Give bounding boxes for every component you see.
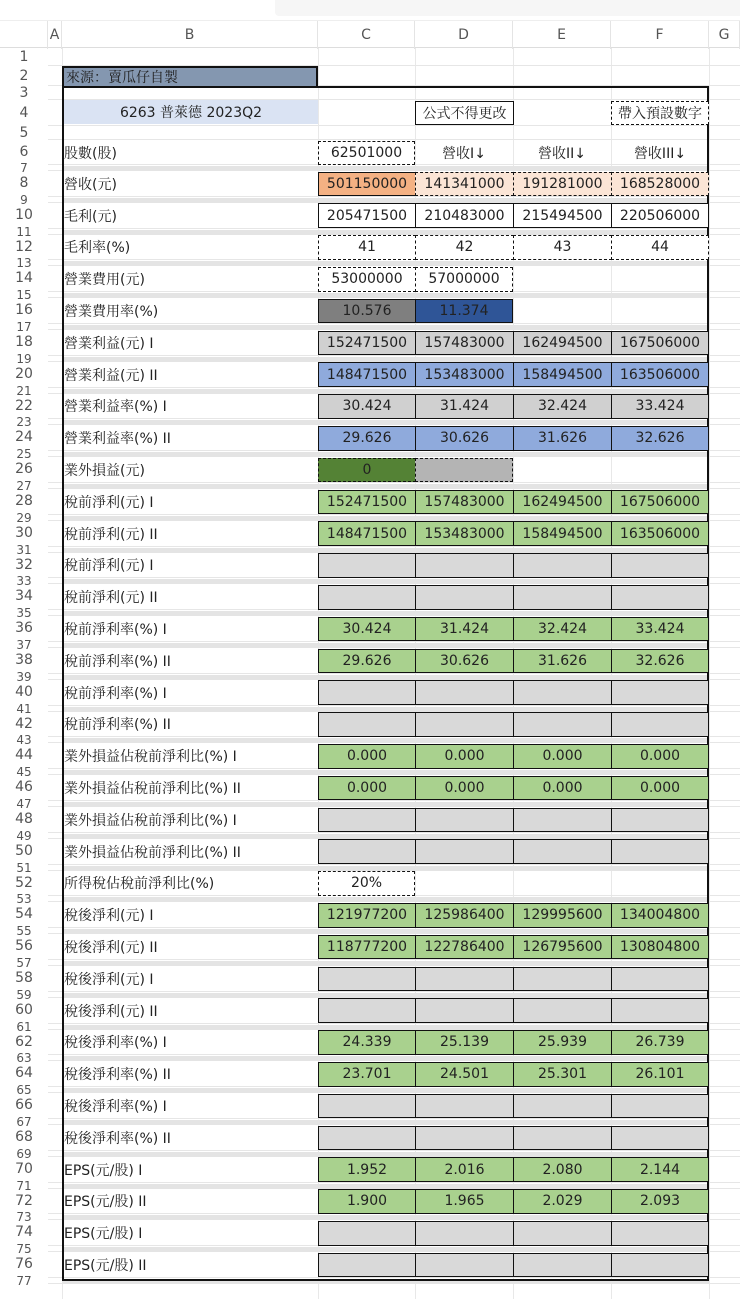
value-cell[interactable]: 10.576 xyxy=(318,299,416,324)
row-number[interactable]: 24 xyxy=(15,429,33,446)
value-cell[interactable]: 152471500 xyxy=(318,490,416,515)
value-cell[interactable]: 43 xyxy=(513,235,612,260)
row-label: 稅前淨利(元) II xyxy=(64,590,158,607)
row-number[interactable]: 20 xyxy=(15,365,33,382)
row-label: EPS(元/股) I xyxy=(64,1162,143,1179)
row-number[interactable]: 55 xyxy=(16,924,32,939)
value-cell[interactable]: 33.424 xyxy=(611,394,709,419)
value-cell[interactable]: 32.626 xyxy=(611,649,709,674)
column-header-b[interactable]: B xyxy=(62,21,318,49)
row-label: 稅前淨利(元) I xyxy=(64,494,154,511)
column-header-a[interactable]: A xyxy=(48,21,62,49)
row-number[interactable]: 28 xyxy=(15,493,33,509)
row-number[interactable]: 53 xyxy=(16,892,32,907)
value-cell[interactable]: 23.701 xyxy=(318,1062,416,1087)
row-number[interactable]: 22 xyxy=(15,397,33,414)
row-number[interactable]: 61 xyxy=(16,1019,32,1034)
value-cell[interactable]: 31.626 xyxy=(513,426,612,451)
row-number[interactable]: 12 xyxy=(15,238,33,255)
value-cell[interactable]: 220506000 xyxy=(611,203,709,228)
value-cell[interactable] xyxy=(318,553,416,578)
value-cell[interactable]: 126795600 xyxy=(513,935,612,960)
row-label: 營業利益(元) II xyxy=(64,367,158,384)
row-label: 毛利率(%) xyxy=(64,240,131,257)
column-header-d[interactable]: D xyxy=(415,21,513,49)
row-number[interactable]: 41 xyxy=(16,701,32,716)
row-label: 營業利益(元) I xyxy=(64,335,154,352)
row-number[interactable]: 66 xyxy=(15,1097,33,1114)
row-number[interactable]: 35 xyxy=(16,606,32,621)
value-cell[interactable]: 25.139 xyxy=(415,1030,514,1055)
note-formula-locked: 公式不得更改 xyxy=(415,101,514,125)
row-number[interactable]: 32 xyxy=(15,556,33,573)
row-number[interactable]: 42 xyxy=(15,715,33,732)
value-cell[interactable]: 25.939 xyxy=(513,1030,612,1055)
row-label: 稅後淨利率(%) II xyxy=(64,1067,171,1084)
row-number[interactable]: 7 xyxy=(20,161,28,175)
row-label: EPS(元/股) II xyxy=(64,1258,147,1275)
value-cell[interactable] xyxy=(415,680,514,705)
value-cell[interactable]: 1.900 xyxy=(318,1189,416,1214)
value-cell[interactable]: 0.000 xyxy=(318,776,416,801)
revenue-scenario-header: 營收II↓ xyxy=(538,145,586,162)
revenue-scenario-header: 營收III↓ xyxy=(633,145,687,162)
value-cell[interactable] xyxy=(611,1221,709,1246)
row-number[interactable]: 13 xyxy=(16,256,32,271)
value-cell[interactable]: 0.000 xyxy=(415,776,514,801)
value-cell[interactable]: 125986400 xyxy=(415,903,514,928)
value-cell[interactable]: 0.000 xyxy=(611,776,709,801)
value-cell[interactable]: 0.000 xyxy=(318,744,416,769)
value-cell[interactable] xyxy=(611,680,709,705)
row-label: 毛利(元) xyxy=(64,208,117,225)
row-label: 業外損益(元) xyxy=(64,463,145,480)
revenue-scenario-header: 營收I↓ xyxy=(442,145,486,162)
value-cell[interactable]: 30.424 xyxy=(318,617,416,642)
row-number[interactable]: 15 xyxy=(16,288,32,303)
value-cell[interactable] xyxy=(513,839,612,864)
row-label: 稅前淨利率(%) I xyxy=(64,685,167,702)
row-number[interactable]: 19 xyxy=(16,351,32,366)
value-cell[interactable]: 129995600 xyxy=(513,903,612,928)
value-cell[interactable]: 26.101 xyxy=(611,1062,709,1087)
value-cell[interactable] xyxy=(415,1094,514,1119)
value-cell[interactable]: 0.000 xyxy=(513,776,612,801)
value-cell[interactable]: 158494500 xyxy=(513,362,612,387)
value-cell[interactable]: 1.952 xyxy=(318,1157,416,1182)
row-number[interactable]: 43 xyxy=(16,733,32,748)
value-cell[interactable]: 501150000 xyxy=(318,172,416,197)
row-number[interactable]: 34 xyxy=(15,588,33,605)
value-cell[interactable]: 33.424 xyxy=(611,617,709,642)
row-label: 股數(股) xyxy=(64,145,117,162)
row-number[interactable]: 8 xyxy=(19,175,29,191)
value-cell[interactable]: 162494500 xyxy=(513,490,612,515)
row-number[interactable]: 40 xyxy=(15,683,33,700)
value-cell[interactable] xyxy=(513,1094,612,1119)
value-cell[interactable]: 29.626 xyxy=(318,426,416,451)
top-bar xyxy=(0,0,740,20)
row-number[interactable]: 59 xyxy=(16,987,32,1002)
value-cell[interactable]: 152471500 xyxy=(318,331,416,356)
value-cell[interactable]: 205471500 xyxy=(318,203,416,228)
source-label: 來源：賣瓜仔自製 xyxy=(62,66,318,88)
value-cell[interactable]: 31.626 xyxy=(513,649,612,674)
value-cell[interactable] xyxy=(415,808,514,833)
row-number[interactable]: 16 xyxy=(15,302,33,319)
value-cell[interactable] xyxy=(318,1094,416,1119)
row-number[interactable]: 14 xyxy=(15,270,33,287)
row-number[interactable]: 62 xyxy=(15,1033,33,1050)
row-number[interactable]: 36 xyxy=(15,620,33,637)
row-number[interactable]: 38 xyxy=(15,652,33,668)
value-cell[interactable] xyxy=(318,839,416,864)
row-number[interactable]: 76 xyxy=(15,1256,33,1273)
row-number[interactable]: 25 xyxy=(16,447,32,462)
value-cell[interactable] xyxy=(513,1253,612,1278)
value-cell[interactable]: 62501000 xyxy=(318,141,415,165)
row-number[interactable]: 11 xyxy=(16,224,32,239)
value-cell[interactable]: 157483000 xyxy=(415,331,514,356)
value-cell[interactable]: 29.626 xyxy=(318,649,416,674)
row-number[interactable]: 29 xyxy=(16,510,32,525)
row-number[interactable]: 48 xyxy=(15,811,33,827)
row-label: EPS(元/股) II xyxy=(64,1194,147,1211)
value-cell[interactable]: 163506000 xyxy=(611,521,709,546)
value-cell[interactable]: 2.144 xyxy=(611,1157,709,1182)
row-number[interactable]: 26 xyxy=(15,461,33,478)
row-number[interactable]: 65 xyxy=(16,1083,32,1098)
row-label: 稅後淨利(元) II xyxy=(64,1003,158,1020)
value-cell[interactable]: 0 xyxy=(318,458,416,483)
value-cell[interactable]: 42 xyxy=(415,235,514,260)
value-cell[interactable] xyxy=(415,1253,514,1278)
value-cell[interactable] xyxy=(318,998,416,1023)
value-cell[interactable]: 57000000 xyxy=(415,267,513,292)
value-cell[interactable] xyxy=(318,712,416,737)
row-number[interactable]: 52 xyxy=(15,874,33,891)
note-default-values: 帶入預設數字 xyxy=(611,101,709,125)
value-cell[interactable] xyxy=(513,967,612,992)
row-number[interactable]: 50 xyxy=(15,842,33,859)
row-number[interactable]: 5 xyxy=(19,125,29,141)
value-cell[interactable] xyxy=(611,585,709,610)
value-cell[interactable] xyxy=(415,458,513,483)
value-cell[interactable] xyxy=(415,712,514,737)
value-cell[interactable] xyxy=(415,553,514,578)
value-cell[interactable]: 30.626 xyxy=(415,426,514,451)
value-cell[interactable]: 210483000 xyxy=(415,203,514,228)
row-number[interactable]: 30 xyxy=(15,524,33,541)
value-cell[interactable] xyxy=(513,680,612,705)
value-cell[interactable]: 162494500 xyxy=(513,331,612,356)
row-label: 稅後淨利(元) II xyxy=(64,940,158,957)
value-cell[interactable]: 2.080 xyxy=(513,1157,612,1182)
value-cell[interactable]: 130804800 xyxy=(611,935,709,960)
row-number[interactable]: 23 xyxy=(16,415,32,430)
value-cell[interactable]: 24.501 xyxy=(415,1062,514,1087)
row-number[interactable]: 47 xyxy=(16,797,32,811)
value-cell[interactable] xyxy=(415,998,514,1023)
value-cell[interactable] xyxy=(611,1126,709,1151)
row-number[interactable]: 31 xyxy=(16,542,32,557)
row-number[interactable]: 1 xyxy=(19,49,29,65)
row-label: 稅前淨利率(%) II xyxy=(64,653,171,670)
row-number[interactable]: 21 xyxy=(16,383,32,398)
value-cell[interactable] xyxy=(513,808,612,833)
row-number[interactable]: 4 xyxy=(19,105,29,121)
row-label: 營業利益率(%) I xyxy=(64,399,167,416)
row-label: 業外損益佔稅前淨利比(%) II xyxy=(64,781,241,798)
value-cell[interactable]: 158494500 xyxy=(513,521,612,546)
row-number[interactable]: 56 xyxy=(15,938,33,955)
row-label: 業外損益佔稅前淨利比(%) I xyxy=(64,749,237,766)
row-number[interactable]: 39 xyxy=(16,669,32,684)
value-cell[interactable] xyxy=(611,1253,709,1278)
row-number[interactable]: 68 xyxy=(15,1129,33,1145)
value-cell[interactable]: 148471500 xyxy=(318,521,416,546)
value-cell[interactable] xyxy=(318,585,416,610)
value-cell[interactable]: 11.374 xyxy=(415,299,513,324)
value-cell[interactable]: 30.424 xyxy=(318,394,416,419)
row-number[interactable]: 33 xyxy=(16,574,32,589)
value-cell[interactable]: 148471500 xyxy=(318,362,416,387)
value-cell[interactable] xyxy=(611,1094,709,1119)
value-cell[interactable] xyxy=(611,967,709,992)
value-cell[interactable]: 157483000 xyxy=(415,490,514,515)
value-cell[interactable]: 168528000 xyxy=(611,172,709,197)
value-cell[interactable] xyxy=(415,967,514,992)
column-header-c[interactable]: C xyxy=(318,21,415,49)
row-number[interactable]: 73 xyxy=(16,1210,32,1225)
value-cell[interactable]: 30.626 xyxy=(415,649,514,674)
value-cell[interactable]: 167506000 xyxy=(611,331,709,356)
row-number[interactable]: 49 xyxy=(16,828,32,843)
value-cell[interactable]: 141341000 xyxy=(415,172,514,197)
value-cell[interactable] xyxy=(513,1221,612,1246)
value-cell[interactable]: 53000000 xyxy=(318,267,416,292)
value-cell[interactable]: 41 xyxy=(318,235,416,260)
row-number[interactable]: 17 xyxy=(16,320,32,334)
value-cell[interactable]: 0.000 xyxy=(611,744,709,769)
row-label: 稅後淨利率(%) I xyxy=(64,1099,167,1116)
row-number[interactable]: 37 xyxy=(16,638,32,652)
value-cell[interactable]: 122786400 xyxy=(415,935,514,960)
row-number[interactable]: 71 xyxy=(16,1178,32,1193)
row-number[interactable]: 75 xyxy=(16,1242,32,1257)
value-cell[interactable] xyxy=(513,585,612,610)
column-header-g[interactable]: G xyxy=(709,21,740,49)
value-cell[interactable]: 24.339 xyxy=(318,1030,416,1055)
value-cell[interactable] xyxy=(318,1126,416,1151)
value-cell[interactable] xyxy=(513,553,612,578)
row-number[interactable]: 58 xyxy=(15,970,33,986)
row-label: 稅後淨利率(%) II xyxy=(64,1130,171,1147)
value-cell[interactable] xyxy=(513,1126,612,1151)
value-cell[interactable]: 121977200 xyxy=(318,903,416,928)
row-number[interactable]: 64 xyxy=(15,1065,33,1082)
value-cell[interactable]: 32.424 xyxy=(513,394,612,419)
value-cell[interactable] xyxy=(611,553,709,578)
value-cell[interactable] xyxy=(318,1221,416,1246)
row-number[interactable]: 44 xyxy=(15,747,33,764)
column-header-bar xyxy=(0,20,740,48)
value-cell[interactable]: 31.424 xyxy=(415,617,514,642)
value-cell[interactable] xyxy=(318,680,416,705)
row-number[interactable]: 74 xyxy=(15,1224,33,1241)
row-number[interactable]: 63 xyxy=(16,1051,32,1066)
value-cell[interactable]: 25.301 xyxy=(513,1062,612,1087)
row-label: 稅後淨利率(%) I xyxy=(64,1035,167,1052)
row-number[interactable]: 67 xyxy=(16,1115,32,1129)
row-label: 稅前淨利(元) I xyxy=(64,558,154,575)
row-number[interactable]: 70 xyxy=(15,1160,33,1177)
value-cell[interactable]: 191281000 xyxy=(513,172,612,197)
row-label: 營收(元) xyxy=(64,176,117,193)
row-number[interactable]: 2 xyxy=(19,68,29,84)
row-number[interactable]: 69 xyxy=(16,1146,32,1161)
value-cell[interactable]: 44 xyxy=(611,235,709,260)
value-cell[interactable] xyxy=(318,808,416,833)
value-cell[interactable] xyxy=(513,712,612,737)
column-header-e[interactable]: E xyxy=(513,21,611,49)
row-label: 營業費用率(%) xyxy=(64,304,159,321)
value-cell[interactable]: 163506000 xyxy=(611,362,709,387)
row-label: 營業利益率(%) II xyxy=(64,431,171,448)
value-cell[interactable] xyxy=(415,1126,514,1151)
value-cell[interactable] xyxy=(513,998,612,1023)
value-cell[interactable] xyxy=(611,808,709,833)
value-cell[interactable]: 0.000 xyxy=(513,744,612,769)
value-cell[interactable] xyxy=(611,998,709,1023)
value-cell[interactable] xyxy=(318,967,416,992)
value-cell[interactable]: 2.093 xyxy=(611,1189,709,1214)
value-cell[interactable]: 153483000 xyxy=(415,362,514,387)
value-cell[interactable]: 134004800 xyxy=(611,903,709,928)
row-label: 所得稅佔稅前淨利比(%) xyxy=(64,876,215,893)
column-header-f[interactable]: F xyxy=(611,21,709,49)
row-number[interactable]: 54 xyxy=(15,906,33,923)
row-number[interactable]: 77 xyxy=(16,1274,32,1288)
value-cell[interactable]: 153483000 xyxy=(415,521,514,546)
row-number[interactable]: 10 xyxy=(15,206,33,223)
row-number[interactable]: 9 xyxy=(20,192,28,207)
row-label: 稅後淨利(元) I xyxy=(64,908,154,925)
row-label: 稅前淨利(元) II xyxy=(64,526,158,543)
value-cell[interactable]: 26.739 xyxy=(611,1030,709,1055)
value-cell[interactable]: 215494500 xyxy=(513,203,612,228)
value-cell[interactable] xyxy=(415,1221,514,1246)
value-cell[interactable] xyxy=(318,1253,416,1278)
value-cell[interactable]: 1.965 xyxy=(415,1189,514,1214)
row-label: 業外損益佔稅前淨利比(%) II xyxy=(64,844,241,861)
row-number[interactable]: 60 xyxy=(15,1001,33,1018)
value-cell[interactable]: 20% xyxy=(318,871,415,896)
value-cell[interactable]: 118777200 xyxy=(318,935,416,960)
value-cell[interactable]: 2.016 xyxy=(415,1157,514,1182)
value-cell[interactable]: 32.626 xyxy=(611,426,709,451)
sheet-title: 6263 普萊德 2023Q2 xyxy=(64,100,318,124)
row-label: EPS(元/股) I xyxy=(64,1226,143,1243)
value-cell[interactable]: 2.029 xyxy=(513,1189,612,1214)
row-number[interactable]: 72 xyxy=(15,1192,33,1209)
value-cell[interactable]: 0.000 xyxy=(415,744,514,769)
row-number[interactable]: 46 xyxy=(15,779,33,796)
value-cell[interactable]: 32.424 xyxy=(513,617,612,642)
row-number[interactable]: 6 xyxy=(19,144,29,160)
row-label: 稅前淨利率(%) I xyxy=(64,622,167,639)
row-label: 稅後淨利(元) I xyxy=(64,971,154,988)
value-cell[interactable] xyxy=(611,712,709,737)
value-cell[interactable]: 31.424 xyxy=(415,394,514,419)
row-number[interactable]: 3 xyxy=(19,85,29,101)
row-label: 業外損益佔稅前淨利比(%) I xyxy=(64,812,237,829)
row-number[interactable]: 18 xyxy=(15,334,33,350)
row-label: 營業費用(元) xyxy=(64,272,145,289)
value-cell[interactable]: 167506000 xyxy=(611,490,709,515)
value-cell[interactable] xyxy=(415,839,514,864)
value-cell[interactable] xyxy=(611,839,709,864)
row-label: 稅前淨利率(%) II xyxy=(64,717,171,734)
row-number[interactable]: 27 xyxy=(16,479,32,493)
toolbar-area xyxy=(275,0,740,16)
row-number[interactable]: 45 xyxy=(16,765,32,780)
value-cell[interactable] xyxy=(415,585,514,610)
row-number[interactable]: 57 xyxy=(16,956,32,970)
row-number[interactable]: 51 xyxy=(16,860,32,875)
